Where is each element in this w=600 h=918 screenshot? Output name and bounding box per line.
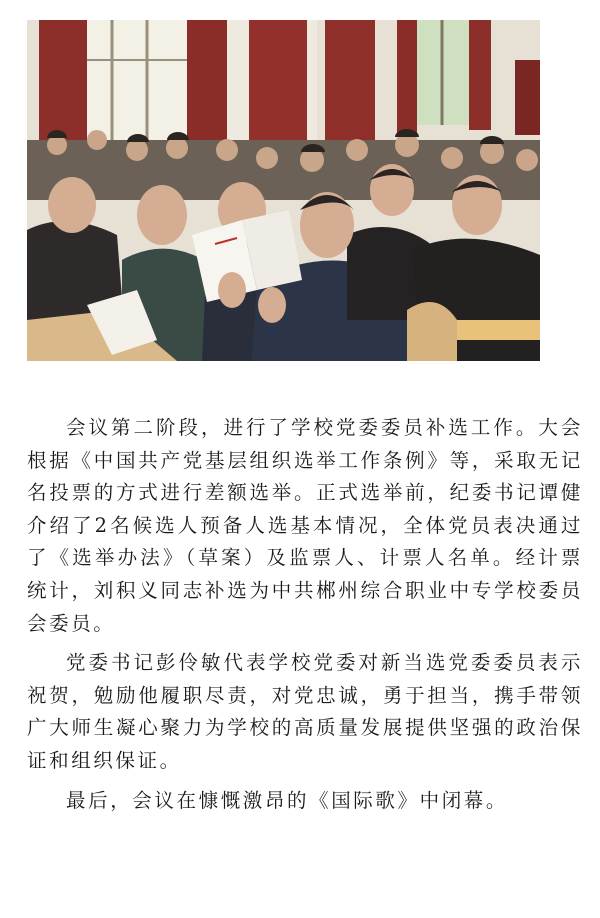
paragraph-closing: 最后，会议在慷慨激昂的《国际歌》中闭幕。 (66, 788, 509, 812)
paragraph-congratulation: 党委书记彭伶敏代表学校党委对新当选党委委员表示祝贺，勉励他履职尽责，对党忠诚，勇于担当，携手带领广大师生凝心聚力为学校的高质量发展提供坚强的政治保证和组织保证。 (27, 651, 583, 772)
meeting-scene-illustration (27, 20, 540, 361)
paragraph-election: 会议第二阶段，进行了学校党委委员补选工作。大会根据《中国共产党基层组织选举工作条例》等，采取无记名投票的方式进行差额选举。正式选举前，纪委书记谭健介绍了2名候选人预备人选基本情况，全体党员表决通过了《选举办法》（草案）及监票人、计票人名单。经计票统计，刘积义同志补选为中共郴州综合职业中专学校委员会委员。 (27, 416, 583, 635)
meeting-photo (27, 20, 540, 361)
article-body (27, 412, 583, 824)
